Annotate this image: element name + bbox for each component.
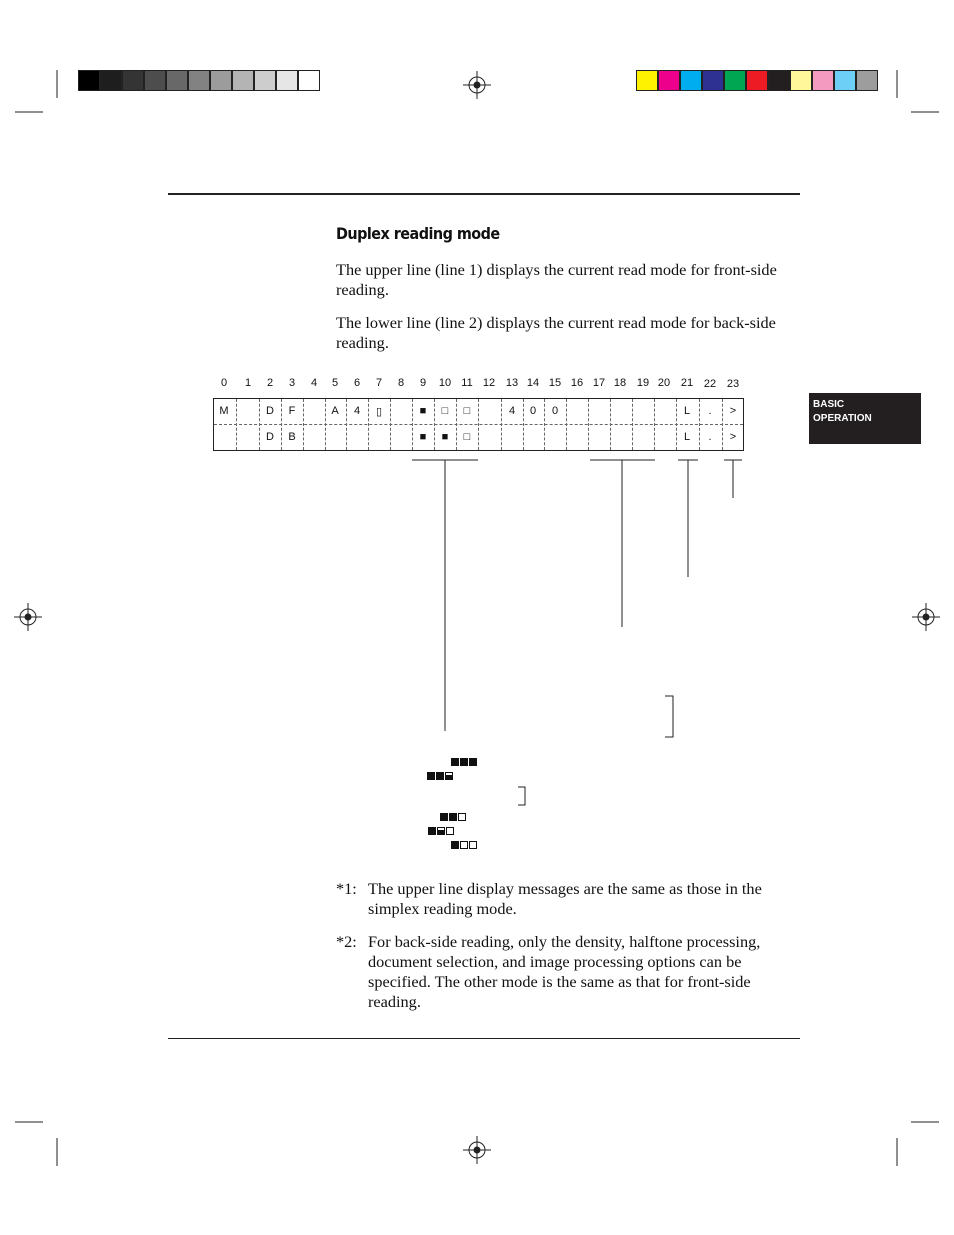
paragraph-line2: The lower line (line 2) displays the current read mode for back-side reading.	[336, 313, 776, 352]
column-number: 4	[310, 377, 318, 389]
column-number: 16	[570, 377, 584, 389]
lcd-cell-line1: D	[266, 405, 274, 417]
lcd-cell-line1: 4	[508, 405, 516, 417]
square-icon	[440, 813, 448, 821]
column-number: 17	[592, 377, 606, 389]
column-number: 8	[397, 377, 405, 389]
square-icon	[469, 841, 477, 849]
lcd-cell-line1: A	[331, 405, 339, 417]
halftone-icon-row	[440, 812, 467, 822]
column-number: 10	[438, 377, 452, 389]
lcd-cell-line1: F	[288, 405, 296, 417]
column-number: 3	[288, 377, 296, 389]
lcd-cell-line2: L	[683, 431, 691, 443]
square-icon	[446, 827, 454, 835]
column-number: 7	[375, 377, 383, 389]
column-number: 0	[220, 377, 228, 389]
lcd-cell-line2: B	[288, 431, 296, 443]
lcd-cell-line1: >	[729, 405, 737, 417]
note-1-text: The upper line display messages are the same as those in the simplex reading mode.	[368, 879, 762, 918]
section-heading: Duplex reading mode	[336, 224, 500, 243]
column-number: 11	[461, 377, 473, 389]
square-icon	[436, 772, 444, 780]
square-icon	[451, 841, 459, 849]
column-number: 13	[505, 377, 519, 389]
square-icon	[460, 841, 468, 849]
lcd-cell-line1: L	[683, 405, 691, 417]
column-number: 12	[482, 377, 496, 389]
square-icon	[437, 827, 445, 835]
square-icon	[458, 813, 466, 821]
section-tab-line1: BASIC	[813, 399, 845, 410]
lcd-cell-line2: ■	[441, 431, 449, 443]
note-2	[336, 932, 798, 1012]
halftone-icon-row	[428, 826, 455, 836]
note-1-mark: *1:	[336, 879, 357, 898]
column-number: 20	[657, 377, 671, 389]
column-number: 5	[331, 377, 339, 389]
square-icon	[460, 758, 468, 766]
section-tab-line2: OPERATION	[813, 413, 872, 424]
lcd-cell-line1: 0	[529, 405, 537, 417]
halftone-icon-row	[451, 840, 478, 850]
column-number: 1	[244, 377, 252, 389]
lcd-cell-line1: 4	[353, 405, 361, 417]
lcd-cell-line2: .	[708, 431, 712, 443]
column-number: 6	[353, 377, 361, 389]
square-icon	[428, 827, 436, 835]
square-icon	[451, 758, 459, 766]
column-number: 21	[680, 377, 694, 389]
column-number: 9	[419, 377, 427, 389]
column-number: 22	[703, 378, 717, 390]
lcd-cell-line1: .	[708, 405, 712, 417]
note-1	[336, 879, 798, 919]
column-number: 2	[266, 377, 274, 389]
lcd-cell-line1: M	[219, 405, 229, 417]
square-icon	[427, 772, 435, 780]
note-2-text: For back-side reading, only the density, halftone processing, document selection, and image processing options can be specified. The other mode is the same as that for front-side reading.	[368, 932, 761, 1011]
lcd-cell-line2: □	[463, 431, 471, 443]
lcd-cell-line2: D	[266, 431, 274, 443]
lcd-cell-line1: □	[463, 405, 471, 417]
column-number: 14	[526, 377, 540, 389]
lcd-cell-line1: 0	[551, 405, 559, 417]
lcd-cell-line1: ▯	[375, 406, 383, 418]
square-icon	[449, 813, 457, 821]
column-number: 15	[548, 377, 562, 389]
halftone-icon-row	[427, 771, 454, 781]
paragraph-line1: The upper line (line 1) displays the current read mode for front-side reading.	[336, 260, 777, 299]
column-number: 19	[636, 377, 650, 389]
lcd-cell-line2: >	[729, 431, 737, 443]
column-number: 23	[726, 378, 740, 390]
square-icon	[445, 772, 453, 780]
lcd-cell-line1: □	[441, 405, 449, 417]
square-icon	[469, 758, 477, 766]
halftone-icon-row	[451, 757, 478, 767]
lcd-cell-line2: ■	[419, 431, 427, 443]
lcd-cell-line1: ■	[419, 405, 427, 417]
note-2-mark: *2:	[336, 932, 357, 951]
column-number: 18	[613, 377, 627, 389]
